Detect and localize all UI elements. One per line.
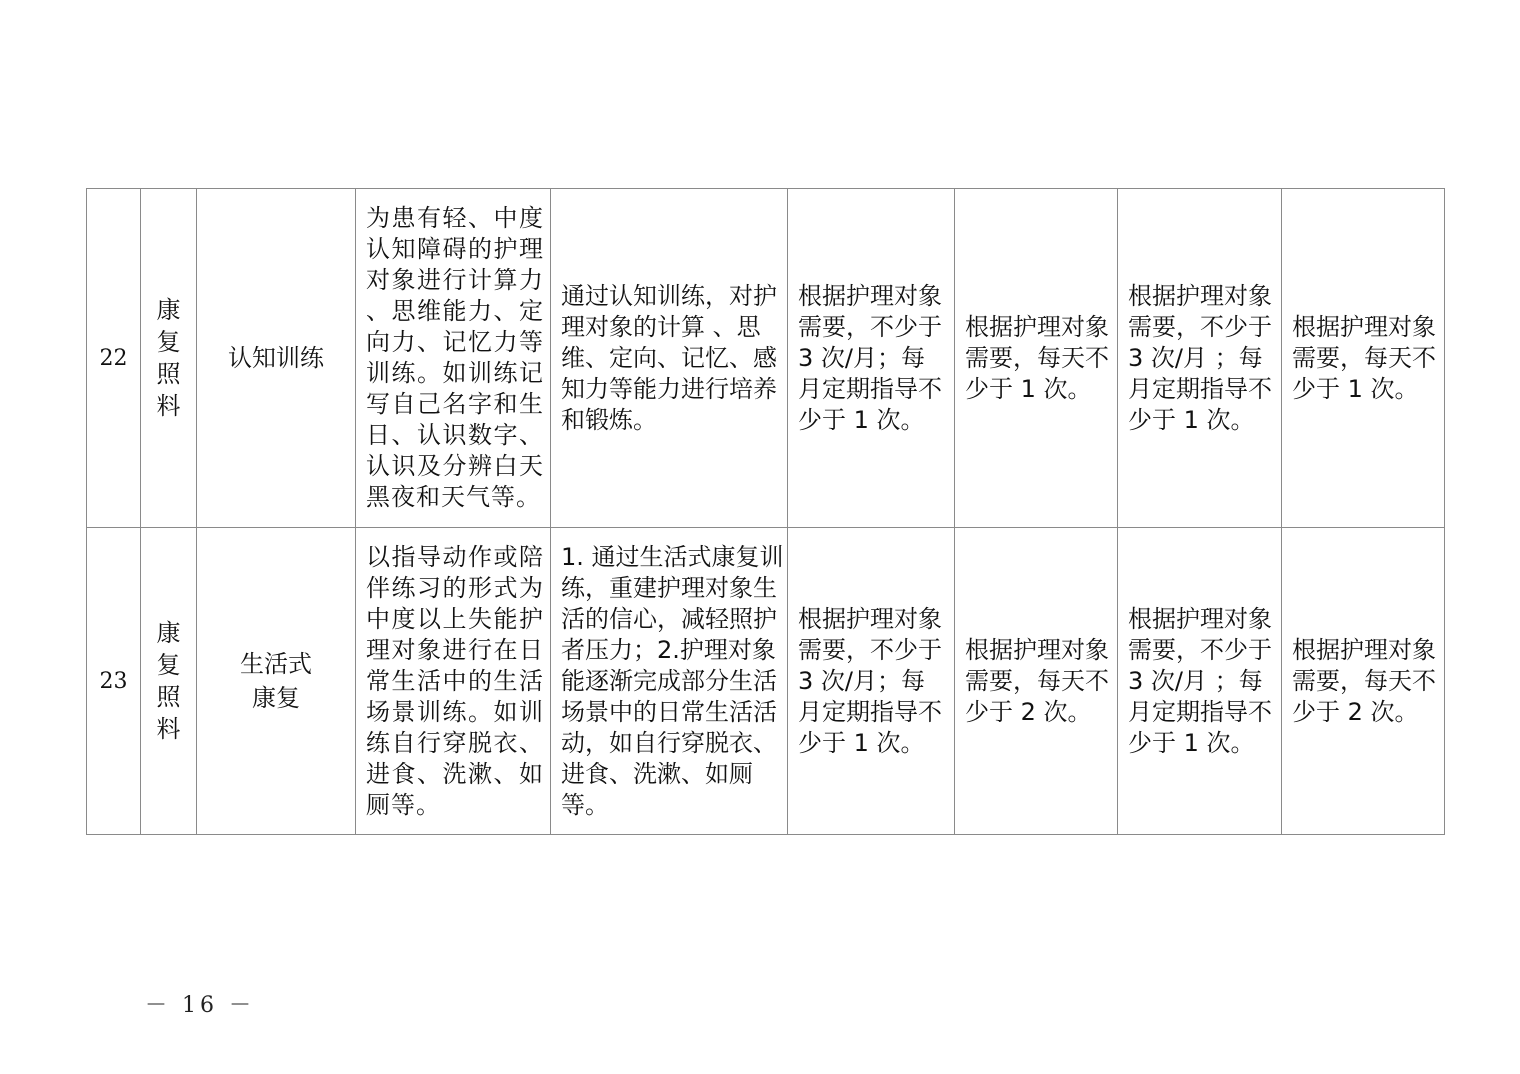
frequency-level-1: 根据护理对象需要，不少于3 次/月；每月定期指导不少于 1 次。: [788, 528, 955, 835]
frequency-level-2: 根据护理对象需要，每天不少于 1 次。: [955, 189, 1118, 528]
frequency-level-4: 根据护理对象需要，每天不少于 1 次。: [1282, 189, 1445, 528]
frequency-level-4: 根据护理对象需要，每天不少于 2 次。: [1282, 528, 1445, 835]
service-goal: 通过认知训练，对护理对象的计算 、思维、定向、记忆、感知力等能力进行培养和锻炼。: [551, 189, 788, 528]
frequency-level-2: 根据护理对象需要，每天不少于 2 次。: [955, 528, 1118, 835]
service-category: 康复照料: [156, 296, 181, 420]
frequency-level-3: 根据护理对象需要，不少于 3 次/月 ；每月定期指导不少于 1 次。: [1118, 528, 1282, 835]
service-content: 以指导动作或陪伴练习的形式为中度以上失能护理对象进行在日常生活中的生活场景训练。如训练自行穿脱衣、进食、洗漱、如厕等。: [356, 528, 551, 835]
service-goal: 1. 通过生活式康复训练，重建护理对象生活的信心，减轻照护者压力；2.护理对象能逐渐完成部分生活场景中的日常生活活动，如自行穿脱衣、进食、洗漱、如厕等。: [551, 528, 788, 835]
service-item-name: [197, 528, 356, 835]
frequency-level-3: 根据护理对象需要，不少于 3 次/月 ；每月定期指导不少于 1 次。: [1118, 189, 1282, 528]
table-row: [87, 189, 1445, 528]
service-standards-table: [86, 188, 1445, 835]
service-item-label: 生活式康复: [240, 650, 312, 712]
service-category: 康复照料: [156, 619, 181, 743]
table-row: [87, 528, 1445, 835]
row-number: 23: [87, 528, 141, 835]
service-category-cell: [141, 528, 197, 835]
frequency-level-1: 根据护理对象需要，不少于3 次/月；每月定期指导不少于 1 次。: [788, 189, 955, 528]
service-category-cell: [141, 189, 197, 528]
row-number: 22: [87, 189, 141, 528]
page-number: － 16 －: [145, 993, 255, 1018]
service-content: 为患有轻、中度认知障碍的护理对象进行计算力 、思维能力、定向力、记忆力等训练。如训练记写自己名字和生日、认识数字、认识及分辨白天黑夜和天气等。: [356, 189, 551, 528]
service-item-name: 认知训练: [197, 189, 356, 528]
